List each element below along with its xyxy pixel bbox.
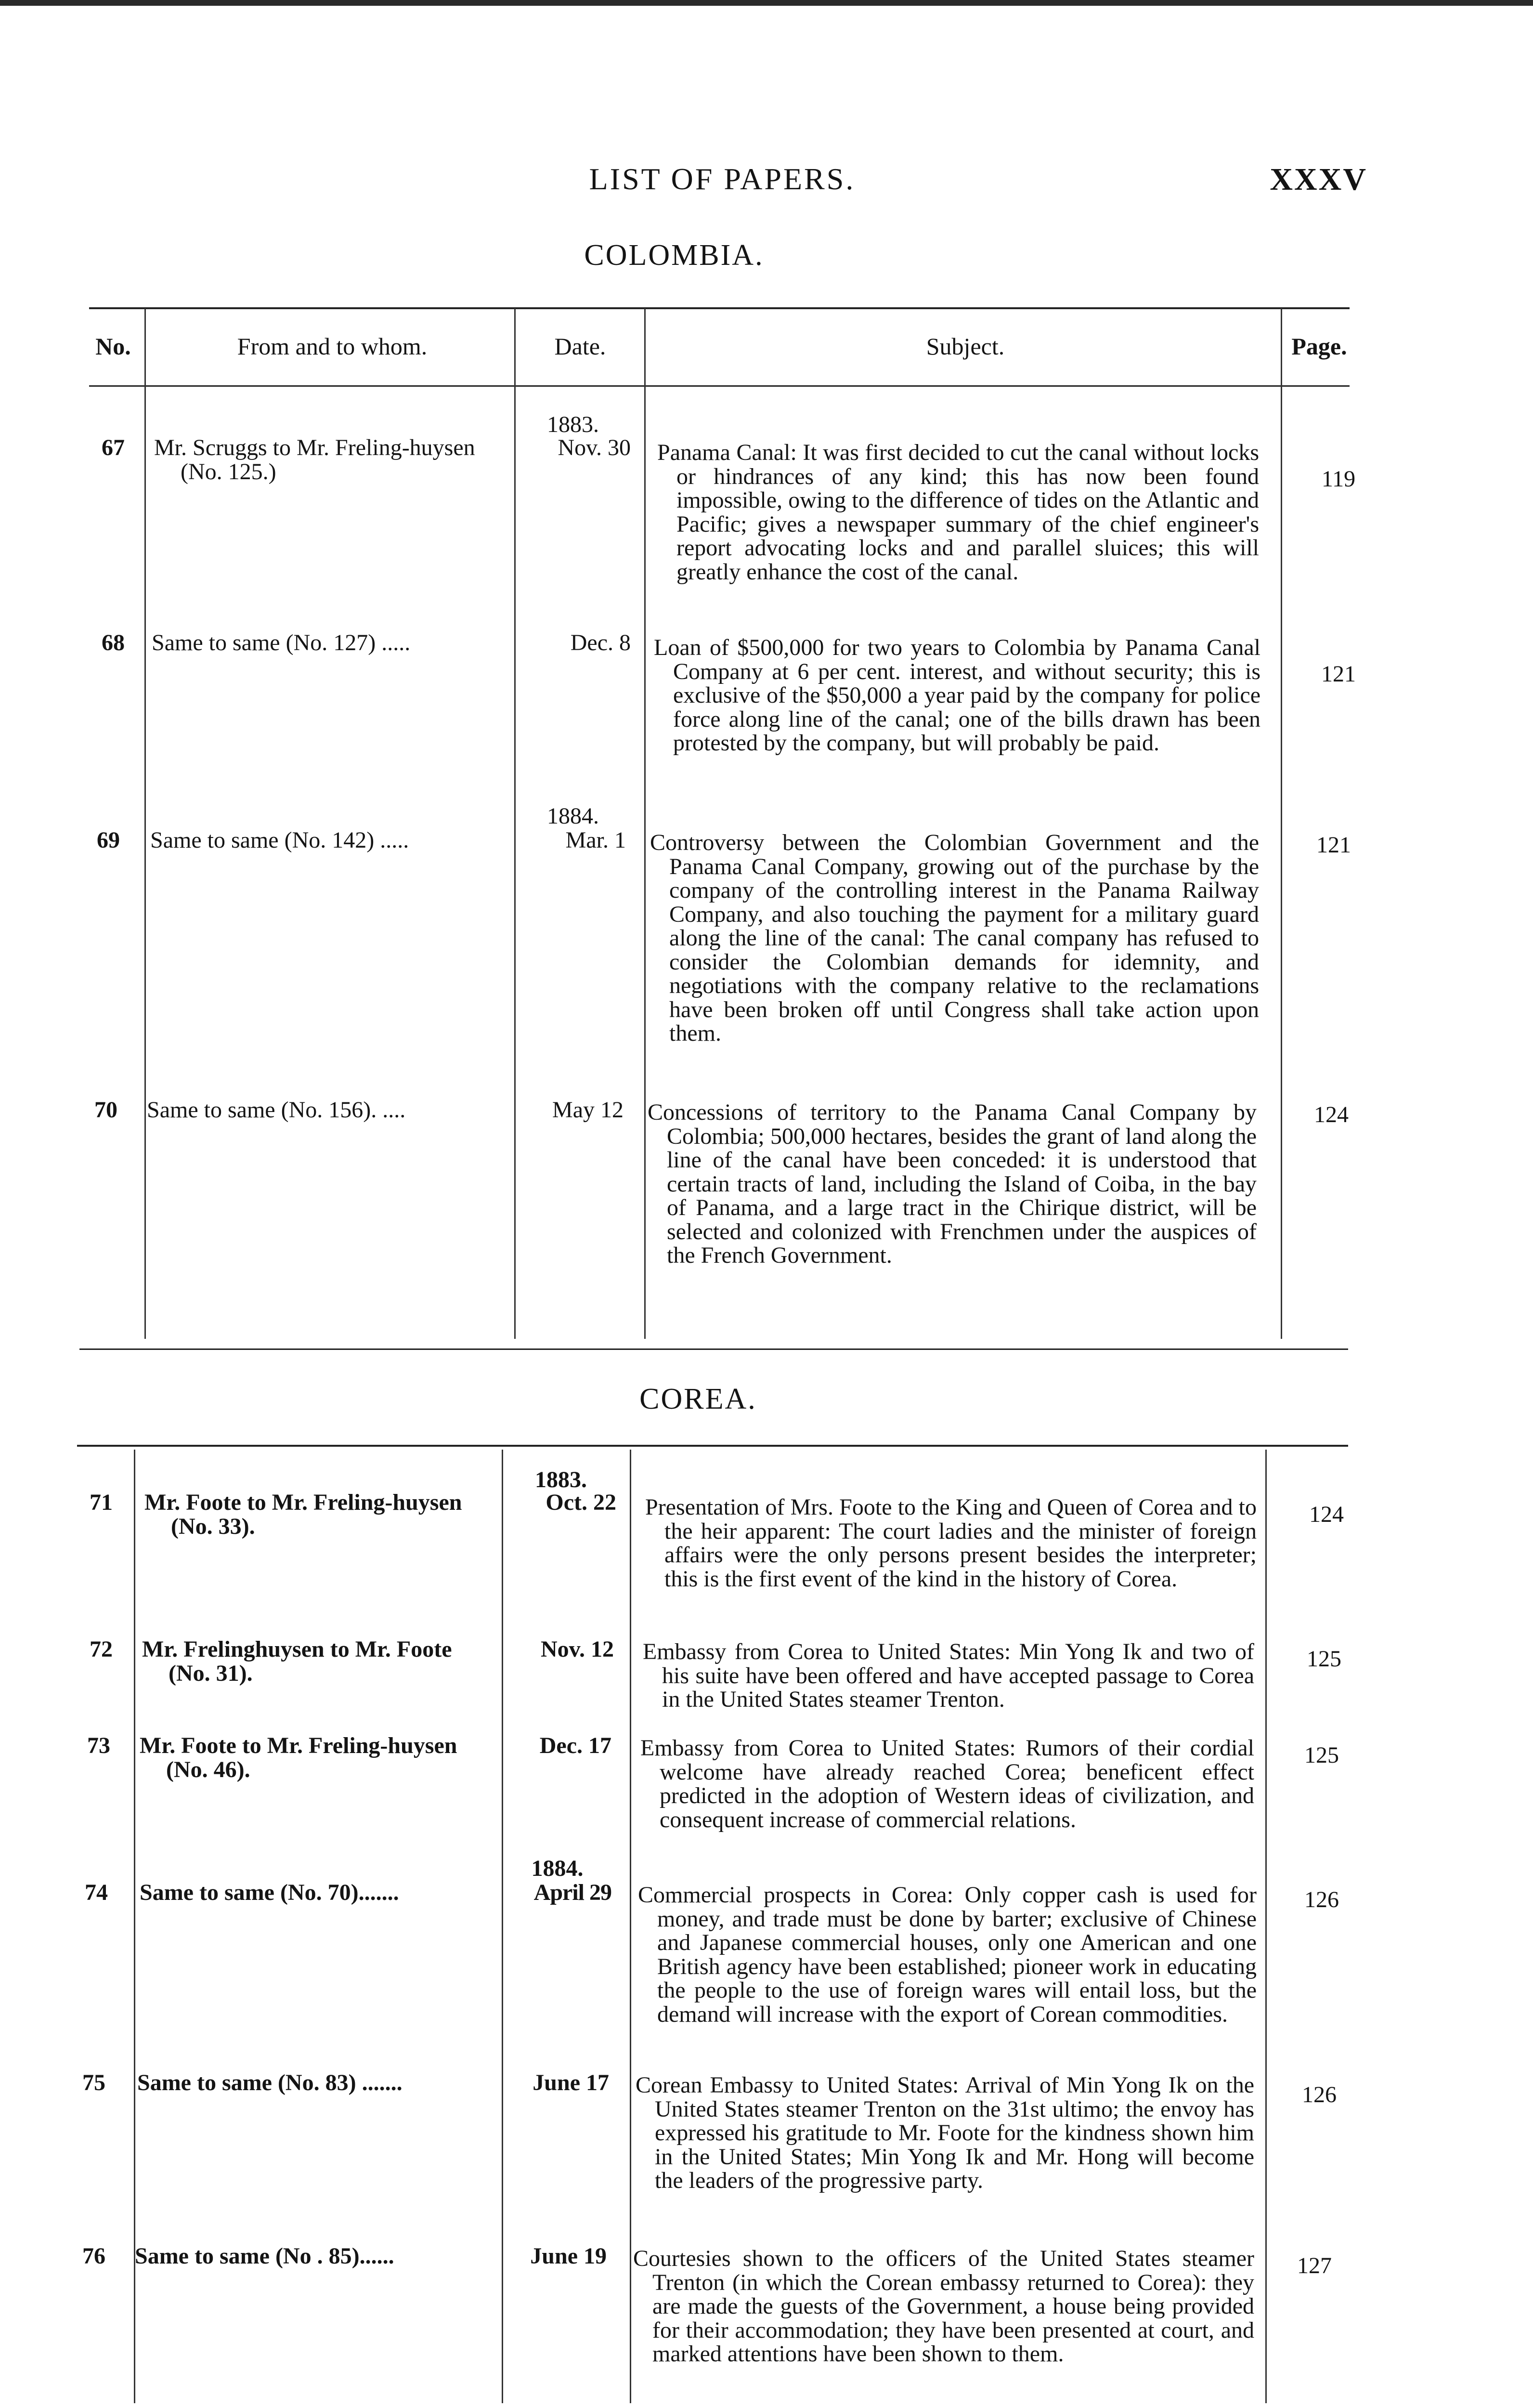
row-from: Mr. Foote to Mr. Freling-huysen (No. 33).	[144, 1490, 462, 1539]
row-subject: Corean Embassy to United States: Arrival of Min Yong Ik on the United States steamer Trenton on the 31st ultimo; the envoy has expressed his gratitude to Mr. Foote for the kindness shown him in the United States; Min Yong Ik and Mr. Hong will become the leaders of the progressive party.	[636, 2072, 1254, 2193]
row-date: Dec. 8	[570, 630, 631, 655]
row-subject: Presentation of Mrs. Foote to the King and Queen of Corea and to the heir apparent: The court ladies and the minister of foreign affairs were the only persons present besides the interpreter; this is the first event of the kind in the history of Corea.	[645, 1494, 1257, 1592]
row-date: June 19	[530, 2243, 607, 2269]
row-number: 67	[102, 435, 125, 460]
row-page: 124	[1309, 1502, 1344, 1527]
row-year: 1884.	[531, 1856, 584, 1881]
row-page: 126	[1302, 2082, 1337, 2107]
row-date: Dec. 17	[539, 1733, 611, 1758]
corea-col-divider	[1265, 1450, 1267, 2403]
row-page: 119	[1321, 466, 1356, 492]
colombia-top-rule	[89, 307, 1350, 309]
row-number: 70	[94, 1097, 117, 1123]
colombia-col-divider	[144, 308, 146, 1339]
row-date: Nov. 12	[540, 1636, 614, 1662]
section-title-colombia: COLOMBIA.	[584, 239, 764, 272]
col-header-from: From and to whom.	[237, 333, 428, 360]
row-date: April 29	[533, 1880, 611, 1905]
row-number: 69	[97, 827, 120, 853]
row-from: Mr. Frelinghuysen to Mr. Foote (No. 31).	[142, 1636, 452, 1686]
row-number: 76	[82, 2243, 105, 2269]
row-date: Mar. 1	[565, 827, 626, 853]
row-number: 75	[82, 2070, 105, 2095]
row-number: 72	[90, 1636, 113, 1662]
row-from: Mr. Foote to Mr. Freling-huysen (No. 46).	[140, 1733, 457, 1782]
row-number: 74	[85, 1880, 108, 1905]
row-page: 125	[1307, 1646, 1341, 1672]
row-subject: Commercial prospects in Corea: Only copper cash is used for money, and trade must be done by barter; exclusive of Chinese and Japanese commercial houses, only one American and one British agency have been established; pioneer work in educating the people to the use of foreign wares will entail loss, but the demand will increase with the export of Corean commodities.	[638, 1882, 1257, 2027]
row-date: Oct. 22	[546, 1490, 616, 1515]
corea-col-divider	[630, 1450, 631, 2403]
row-subject: Embassy from Corea to United States: Min Yong Ik and two of his suite have been offered and have accepted passage to Corea in the United States steamer Trenton.	[643, 1639, 1254, 1712]
colombia-bottom-rule	[79, 1348, 1348, 1350]
col-header-date: Date.	[554, 333, 606, 360]
row-page: 126	[1304, 1887, 1339, 1912]
colombia-header-rule	[89, 385, 1350, 387]
colombia-col-divider	[644, 308, 646, 1339]
row-page: 124	[1314, 1102, 1349, 1127]
row-from: Same to same (No. 156). ....	[147, 1097, 406, 1123]
col-header-page: Page.	[1291, 333, 1347, 360]
row-from: Same to same (No. 70).......	[140, 1880, 399, 1905]
corea-top-rule	[77, 1445, 1348, 1447]
running-title: LIST OF PAPERS.	[589, 162, 856, 196]
top-rule	[0, 0, 1533, 6]
row-from: Same to same (No. 83) .......	[137, 2070, 403, 2095]
row-subject: Loan of $500,000 for two years to Colombia by Panama Canal Company at 6 per cent. interest, and without security; this is exclusive of the $50,000 a year paid by the company for police force along line of the canal; one of the bills drawn has been protested by the company, but will probably be paid.	[654, 635, 1260, 756]
row-subject: Controversy between the Colombian Government and the Panama Canal Company, growing out of the purchase by the company of the controlling interest in the Panama Railway Company, and also touching the payment for a military guard along the line of the canal: The canal company has refused to consider the Colombian demands for idemnity, and negotiations with the company relative to the reclamations have been broken off until Congress shall take action upon them.	[650, 830, 1259, 1046]
row-page: 121	[1321, 661, 1356, 687]
row-year: 1884.	[547, 803, 599, 829]
row-subject: Panama Canal: It was first decided to cut the canal without locks or hindrances of any kind; this has now been found impossible, owing to the difference of tides on the Atlantic and Pacific; gives a newspaper summary of the chief engineer's report advocating locks and and parallel sluices; this will greatly enhance the cost of the canal.	[657, 440, 1259, 585]
col-header-no: No.	[95, 333, 131, 360]
row-page: 121	[1316, 832, 1351, 858]
row-date: June 17	[533, 2070, 609, 2095]
row-number: 71	[90, 1490, 113, 1515]
row-subject: Courtesies shown to the officers of the United States steamer Trenton (in which the Corean embassy returned to Corea): they are made the guests of the Government, a house being provided for their accommodation; they have been presented at court, and marked attentions have been shown to them.	[633, 2246, 1254, 2367]
row-date: Nov. 30	[558, 435, 631, 460]
row-page: 125	[1304, 1742, 1339, 1768]
row-from: Same to same (No. 142) .....	[150, 827, 409, 853]
row-subject: Embassy from Corea to United States: Rumors of their cordial welcome have already reached Corea; beneficent effect predicted in the adoption of Western ideas of civilization, and consequent increase of commercial relations.	[640, 1735, 1254, 1832]
col-header-subject: Subject.	[926, 333, 1005, 360]
page-number: XXXV	[1270, 162, 1367, 197]
row-from: Same to same (No. 127) .....	[152, 630, 411, 655]
row-from: Mr. Scruggs to Mr. Freling-huysen (No. 125.)	[154, 435, 475, 484]
colombia-col-divider	[1281, 308, 1282, 1339]
row-from: Same to same (No . 85)......	[135, 2243, 394, 2269]
row-date: May 12	[552, 1097, 624, 1123]
row-number: 68	[102, 630, 125, 655]
row-number: 73	[87, 1733, 110, 1758]
row-subject: Concessions of territory to the Panama Canal Company by Colombia; 500,000 hectares, besides the grant of land along the line of the canal have been conceded: it is understood that certain tracts of land, including the Island of Coiba, in the bay of Panama, and a large tract in the Chirique district, will be selected and colonized with Frenchmen under the auspices of the French Government.	[648, 1099, 1257, 1268]
section-title-corea: COREA.	[639, 1383, 757, 1415]
row-year: 1883.	[547, 412, 599, 437]
row-page: 127	[1297, 2253, 1332, 2278]
row-year: 1883.	[535, 1467, 587, 1492]
